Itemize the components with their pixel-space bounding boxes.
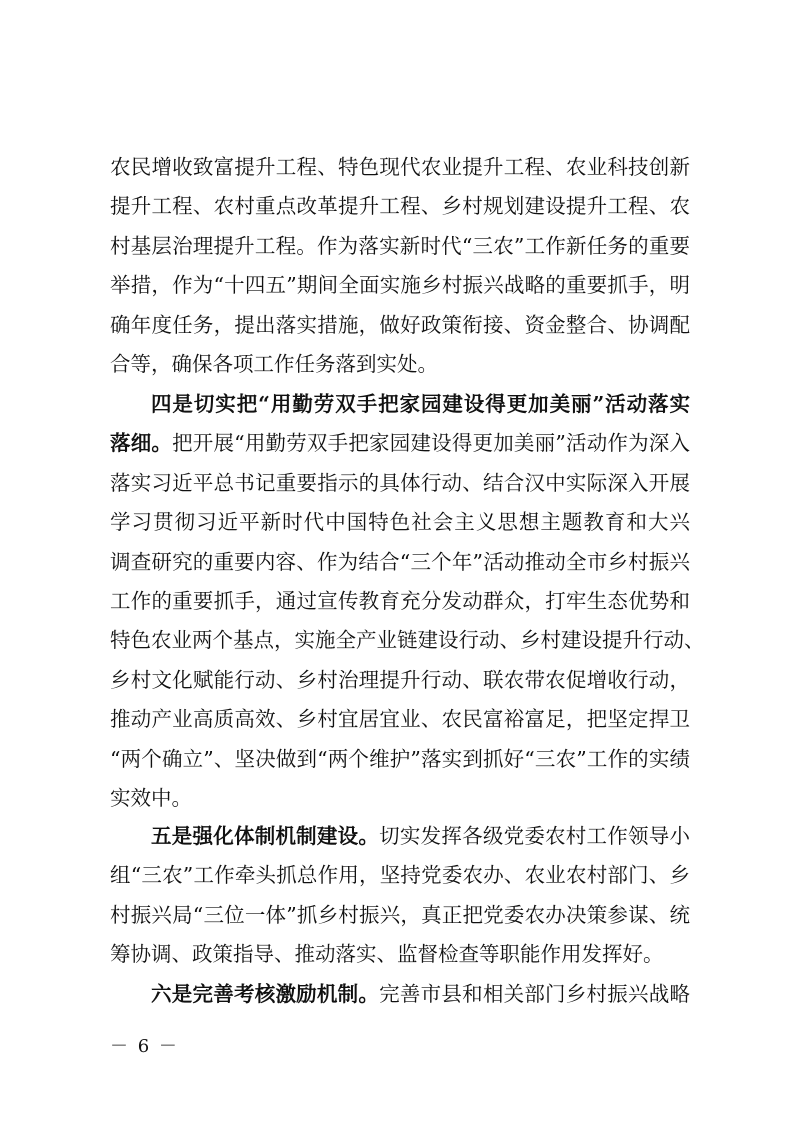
text-span: 切实发挥各级党委农村工作领导小 [379,824,690,848]
text-line [110,424,690,463]
text-line: 提升工程、农村重点改革提升工程、乡村规划建设提升工程、农 [110,194,690,219]
text-line: 村基层治理提升工程。作为落实新时代“三农”工作新任务的重要 [110,233,690,258]
paragraph-section-five [110,817,690,975]
text-line: 调查研究的重要内容、作为结合“三个年”活动推动全市乡村振兴 [110,549,690,574]
text-line: 组“三农”工作牵头抓总作用，坚持党委农办、农业农村部门、乡 [110,863,690,888]
text-line: 落实习近平总书记重要指示的具体行动、结合汉中实际深入开展 [110,470,690,495]
section-four-heading-end: 落细。 [110,431,173,456]
text-line: 确年度任务，提出落实措施，做好政策衔接、资金整合、协调配 [110,312,690,337]
text-line: 乡村文化赋能行动、乡村治理提升行动、联农带农促增收行动， [110,667,690,692]
paragraph-section-four [110,385,705,818]
paragraph-continuation [110,148,690,384]
text-span: 完善市县和相关部门乡村振兴战略 [379,982,690,1006]
paragraph-section-six [110,975,690,1014]
text-line: 合等，确保各项工作任务落到实处。 [110,351,438,376]
text-line: 村振兴局“三位一体”抓乡村振兴，真正把党委农办决策参谋、统 [110,902,690,927]
section-four-heading: 四是切实把“用勤劳双手把家园建设得更加美丽”活动落实 [151,392,690,416]
section-five-heading: 五是强化体制机制建设。 [151,824,380,848]
text-line: 特色农业两个基点，实施全产业链建设行动、乡村建设提升行动、 [110,628,705,653]
text-line [110,975,690,1014]
text-line [110,817,690,856]
text-line: 农民增收致富提升工程、特色现代农业提升工程、农业科技创新 [110,155,690,179]
text-line: 实效中。 [110,785,192,810]
text-span: 把开展“用勤劳双手把家园建设得更加美丽”活动作为深入 [172,431,690,456]
text-line: 筹协调、政策指导、推动落实、监督检查等职能作用发挥好。 [110,942,664,967]
text-line: “两个确立”、坚决做到“两个维护”落实到抓好“三农”工作的实绩 [110,746,690,771]
text-line: 工作的重要抓手，通过宣传教育充分发动群众，打牢生态优势和 [110,588,690,613]
page-number: － 6 － [110,1036,179,1057]
text-line: 推动产业高质高效、乡村宜居宜业、农民富裕富足，把坚定捍卫 [110,707,690,732]
text-line: 学习贯彻习近平新时代中国特色社会主义思想主题教育和大兴 [110,510,690,535]
section-six-heading: 六是完善考核激励机制。 [151,982,380,1006]
text-line: 举措，作为“十四五”期间全面实施乡村振兴战略的重要抓手，明 [110,273,690,298]
